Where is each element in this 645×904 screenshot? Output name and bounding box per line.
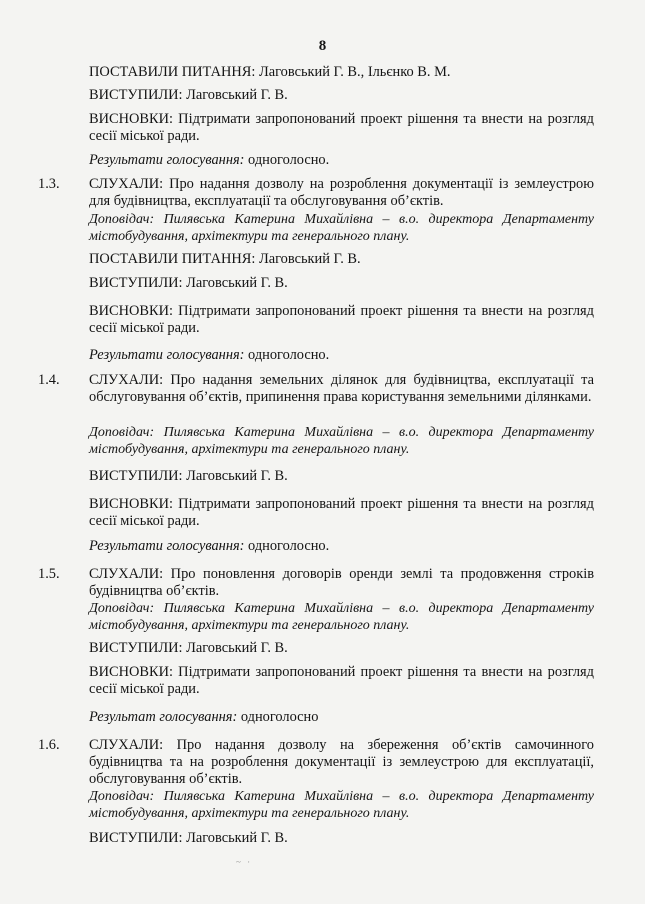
speaker-line [89,788,594,822]
voting-result-value: одноголосно. [244,152,330,168]
voting-result-label: Результат голосування: [89,709,238,725]
conclusions: ВИСНОВКИ: Підтримати запропонований проект рішення та внести на розгляд сесії міської ради. [89,303,594,336]
raised-questions: ПОСТАВИЛИ ПИТАННЯ: Лаговський Г. В. [89,251,361,267]
voting-result [89,709,594,726]
conclusions: ВИСНОВКИ: Підтримати запропонований проект рішення та внести на розгляд сесії міської ради. [89,111,594,144]
speaker-label: Доповідач: [89,789,155,804]
voting-result [89,347,594,364]
speakers: ВИСТУПИЛИ: Лаговський Г. В. [89,640,288,656]
item-number: 1.5. [38,566,60,582]
voting-result-value: одноголосно [237,709,319,725]
voting-result [89,538,594,555]
heard-item: СЛУХАЛИ: Про поновлення договорів оренди землі та продовження строків будівництва об’єктів. [89,566,594,599]
heard-item: СЛУХАЛИ: Про надання дозволу на розроблення документації із землеустрою для будівництва, експлуатації та обслуговування об’єктів. [89,176,594,209]
speaker-line [89,424,594,458]
conclusions: ВИСНОВКИ: Підтримати запропонований проект рішення та внести на розгляд сесії міської ради. [89,664,594,697]
speaker-label: Доповідач: [89,425,155,440]
speakers: ВИСТУПИЛИ: Лаговський Г. В. [89,830,288,846]
voting-result [89,152,594,169]
voting-result-value: одноголосно. [244,538,330,554]
speaker-line [89,211,594,245]
voting-result-label: Результати голосування: [89,538,245,554]
speakers: ВИСТУПИЛИ: Лаговський Г. В. [89,468,288,484]
item-number: 1.3. [38,176,60,192]
raised-questions: ПОСТАВИЛИ ПИТАННЯ: Лаговський Г. В., Ільєнко В. М. [89,64,451,80]
conclusions: ВИСНОВКИ: Підтримати запропонований проект рішення та внести на розгляд сесії міської ради. [89,496,594,529]
page-number: 8 [318,38,327,54]
speakers: ВИСТУПИЛИ: Лаговський Г. В. [89,275,288,291]
speaker-label: Доповідач: [89,212,155,227]
voting-result-label: Результати голосування: [89,152,245,168]
speakers: ВИСТУПИЛИ: Лаговський Г. В. [89,87,288,103]
speaker-name: Пилявська Катерина Михайлівна – в.о. директора Департаменту містобудування, архітектури та генерального плану. [89,425,594,457]
item-number: 1.6. [38,737,60,753]
scan-speck: ~ · [236,857,253,867]
heard-item: СЛУХАЛИ: Про надання дозволу на збереження об’єктів самочинного будівництва та на розроблення документації із землеустрою для експлуатації, обслуговування об’єктів. [89,737,594,787]
heard-item: СЛУХАЛИ: Про надання земельних ділянок для будівництва, експлуатації та обслуговування об’єктів, припинення права користування земельними ділянками. [89,372,594,405]
voting-result-value: одноголосно. [244,347,330,363]
speaker-name: Пилявська Катерина Михайлівна – в.о. директора Департаменту містобудування, архітектури та генерального плану. [89,601,594,633]
speaker-label: Доповідач: [89,601,155,616]
speaker-line [89,600,594,634]
item-number: 1.4. [38,372,60,388]
voting-result-label: Результати голосування: [89,347,245,363]
speaker-name: Пилявська Катерина Михайлівна – в.о. директора Департаменту містобудування, архітектури та генерального плану. [89,212,594,244]
speaker-name: Пилявська Катерина Михайлівна – в.о. директора Департаменту містобудування, архітектури та генерального плану. [89,789,594,821]
